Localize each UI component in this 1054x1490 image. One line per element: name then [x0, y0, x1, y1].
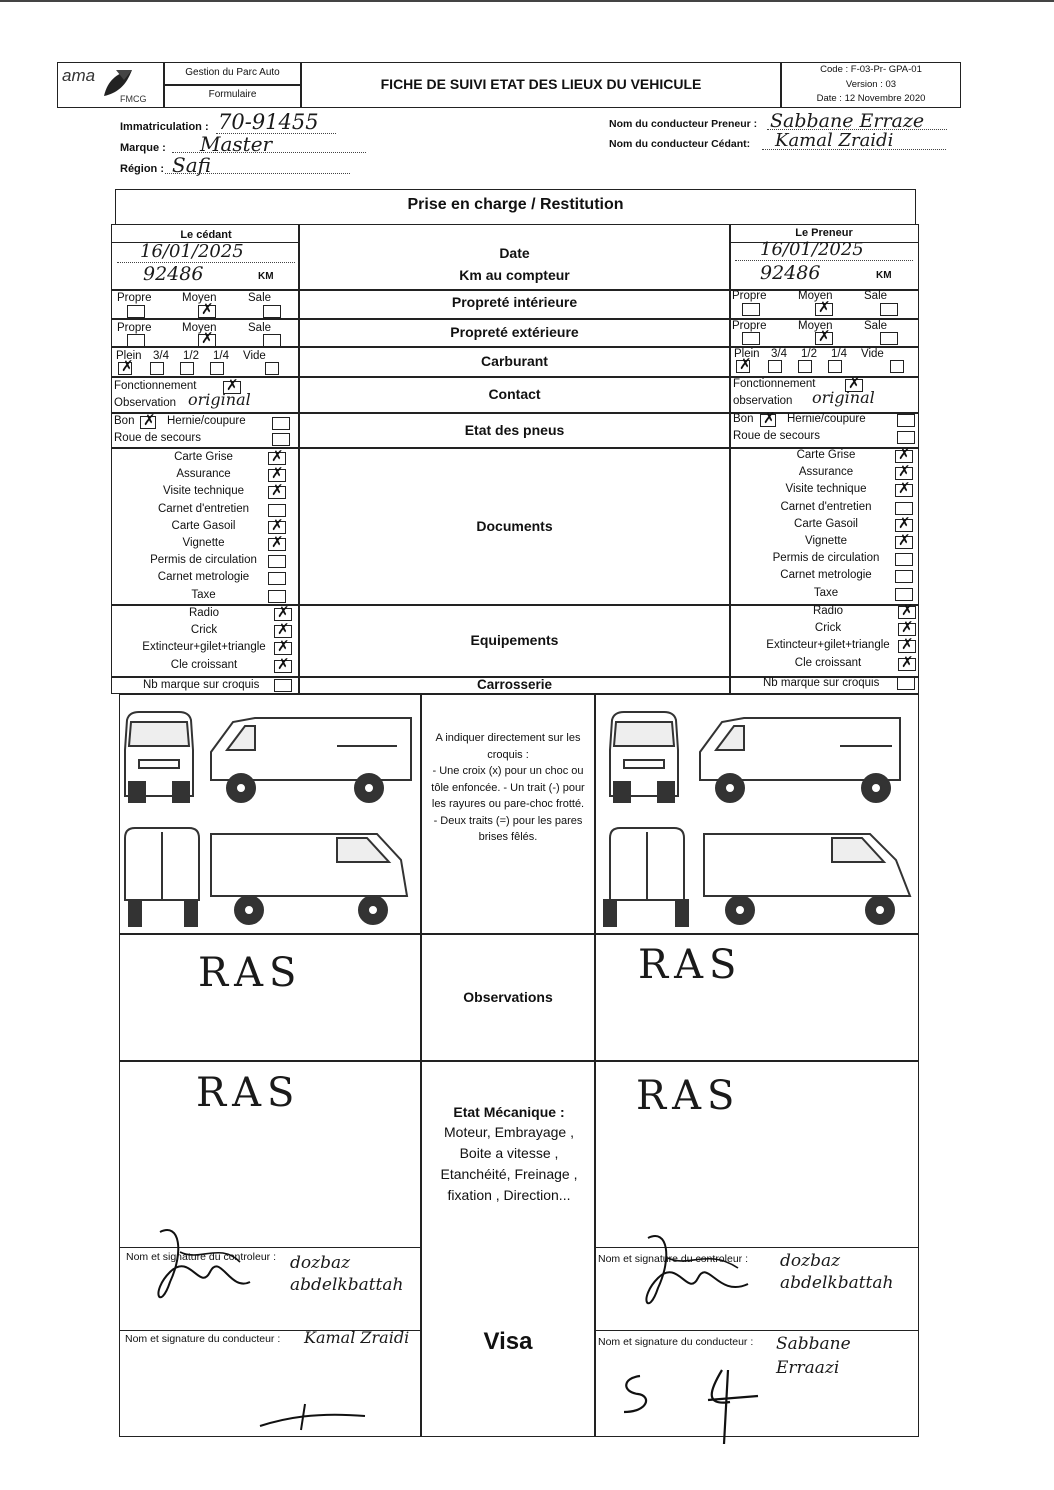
right-int-moyen-box[interactable]: [815, 303, 833, 316]
left-doc-label: Assurance: [176, 468, 231, 481]
left-equip-checkbox[interactable]: [274, 642, 292, 655]
observations-left[interactable]: RAS: [198, 950, 303, 996]
left-vehicle-sketches[interactable]: [115, 700, 415, 932]
left-14-box[interactable]: [210, 362, 224, 375]
right-34-box[interactable]: [768, 360, 782, 373]
left-doc-label: Carnet d'entretien: [157, 502, 250, 515]
preneur-heading: Le Preneur: [795, 227, 853, 239]
meca-block: [428, 1104, 590, 1206]
right-int-sale: Sale: [864, 290, 888, 302]
left-doc-checkbox[interactable]: [268, 486, 286, 499]
controleur-right-signature: [618, 1228, 768, 1328]
header-sub-label: Formulaire: [208, 89, 257, 100]
left-doc-checkbox[interactable]: [268, 521, 286, 534]
right-doc-checkbox[interactable]: [895, 570, 913, 583]
preneur-value: Sabbane Erraze: [770, 110, 925, 132]
left-equip-label: Radio: [188, 607, 220, 619]
left-equip-checkbox[interactable]: [274, 625, 292, 638]
right-doc-label: Carte Grise: [796, 449, 856, 461]
right-int-moyen: Moyen: [798, 290, 833, 302]
right-doc-checkbox[interactable]: [895, 450, 913, 463]
left-date[interactable]: 16/01/2025: [140, 241, 244, 262]
right-hernie-box[interactable]: [897, 414, 915, 427]
right-equip-checkbox[interactable]: [898, 640, 916, 653]
left-ext-sale-box[interactable]: [263, 334, 281, 347]
right-int-sale-box[interactable]: [880, 303, 898, 316]
left-14: 1/4: [213, 350, 229, 362]
meca-text: Moteur, Embrayage , Boite a vitesse , Etanchéité, Freinage , fixation , Direction...: [440, 1124, 578, 1203]
left-equip-checkbox[interactable]: [274, 660, 292, 673]
right-doc-label: Carnet d'entretien: [780, 500, 872, 513]
row-documents-label: Documents: [476, 518, 553, 534]
left-km[interactable]: 92486: [143, 263, 204, 285]
doc-code: Code : F-03-Pr- GPA-01: [820, 64, 922, 75]
row-carburant-label: Carburant: [481, 353, 548, 369]
cedant-label: Nom du conducteur Cédant:: [609, 138, 751, 150]
left-observation-label: Observation: [114, 397, 177, 409]
right-equip-label: Crick: [814, 622, 842, 635]
meca-right[interactable]: RAS: [636, 1073, 741, 1119]
right-doc-checkbox[interactable]: [895, 484, 913, 497]
left-ext-moyen-box[interactable]: [198, 334, 216, 347]
row-pneus-label: Etat des pneus: [464, 422, 565, 438]
left-doc-checkbox[interactable]: [268, 590, 286, 603]
right-observation-label: observation: [733, 395, 793, 407]
conducteur-label-right: Nom et signature du conducteur :: [598, 1336, 754, 1348]
left-int-moyen-box[interactable]: [198, 305, 216, 318]
right-doc-label: Carte Gasoil: [794, 517, 858, 530]
left-roue: Roue de secours: [114, 432, 201, 444]
left-doc-checkbox[interactable]: [268, 504, 286, 517]
instruction-line-3: - Deux traits (=) pour les pares brises fêlés.: [433, 814, 583, 843]
right-doc-label: Permis de circulation: [772, 552, 880, 565]
instruction-line-2: - Une croix (x) pour un choc ou tôle enfoncée. - Un trait (-) pour les rayures ou pare-choc frotté.: [431, 765, 585, 810]
van-side-right-icon: [211, 834, 407, 924]
van-front-icon: [125, 712, 193, 802]
row-carrosserie-label: Carrosserie: [476, 677, 553, 692]
left-doc-checkbox[interactable]: [268, 555, 286, 568]
right-int-propre-box[interactable]: [742, 303, 760, 316]
row-prop-int-label: Propreté intérieure: [451, 294, 578, 310]
left-doc-checkbox[interactable]: [268, 452, 286, 465]
conducteur-label-left: Nom et signature du conducteur :: [125, 1333, 281, 1345]
right-plein: Plein: [734, 348, 760, 360]
controleur-left[interactable]: dozbaz abdelkbattah: [290, 1253, 404, 1295]
conducteur-right[interactable]: Sabbane Erraazi: [776, 1334, 851, 1378]
right-roue: Roue de secours: [733, 430, 820, 442]
left-km-unit: KM: [258, 271, 274, 282]
left-int-sale: Sale: [248, 292, 272, 304]
controleur-label-right: Nom et signature du controleur :: [598, 1253, 748, 1265]
left-doc-label: Visite technique: [163, 485, 244, 498]
right-nb-marque: Nb marque sur croquis: [763, 677, 880, 689]
conducteur-right-signature: [612, 1360, 762, 1448]
left-doc-checkbox[interactable]: [268, 469, 286, 482]
right-14-box[interactable]: [828, 360, 842, 373]
van-side-right-icon: [704, 834, 910, 924]
van-front-icon: [610, 712, 678, 802]
observations-right[interactable]: RAS: [638, 942, 743, 988]
right-observation-value[interactable]: original: [812, 388, 875, 407]
right-ext-propre-box[interactable]: [742, 332, 760, 345]
left-doc-label: Taxe: [191, 588, 216, 601]
instruction-line-1: A indiquer directement sur les croquis :: [435, 732, 581, 761]
right-roue-box[interactable]: [897, 431, 915, 444]
controleur-right[interactable]: dozbaz abdelkbattah: [780, 1251, 894, 1293]
right-date[interactable]: 16/01/2025: [760, 239, 864, 260]
region-label: Région :: [120, 163, 164, 175]
left-34-box[interactable]: [150, 362, 164, 375]
left-doc-checkbox[interactable]: [268, 538, 286, 551]
logo-sub: FMCG: [120, 94, 147, 104]
right-doc-checkbox[interactable]: [895, 553, 913, 566]
row-observations-label: Observations: [463, 989, 553, 1005]
controleur-label-left: Nom et signature du controleur :: [126, 1251, 276, 1263]
visa-label: Visa: [483, 1328, 533, 1355]
row-date-label: Date: [499, 245, 530, 261]
right-equip-checkbox[interactable]: [898, 658, 916, 671]
region-value: Safi: [172, 153, 211, 177]
right-12-box[interactable]: [798, 360, 812, 373]
right-doc-checkbox[interactable]: [895, 588, 913, 601]
left-doc-label: Permis de circulation: [150, 554, 257, 567]
croquis-instructions: [423, 730, 593, 846]
van-rear-icon: [125, 828, 199, 926]
meca-left[interactable]: RAS: [196, 1070, 301, 1116]
left-observation-value[interactable]: original: [188, 390, 251, 409]
left-ext-propre-box[interactable]: [127, 334, 145, 347]
doc-version: Version : 03: [845, 79, 897, 90]
van-side-left-icon: [211, 718, 411, 802]
left-vide: Vide: [243, 350, 266, 362]
row-km-label: Km au compteur: [459, 267, 570, 283]
left-ext-sale: Sale: [248, 322, 272, 334]
right-34: 3/4: [771, 348, 787, 360]
conducteur-left[interactable]: Kamal Zraidi: [304, 1328, 410, 1347]
van-rear-icon: [604, 828, 688, 926]
left-12-box[interactable]: [180, 362, 194, 375]
row-contact-label: Contact: [488, 386, 541, 402]
right-doc-label: Taxe: [813, 586, 839, 599]
left-12: 1/2: [183, 350, 199, 362]
right-int-propre: Propre: [732, 290, 767, 302]
meca-title: Etat Mécanique :: [453, 1104, 565, 1120]
right-bon: Bon: [733, 413, 754, 425]
left-bon: Bon: [114, 415, 135, 427]
right-12: 1/2: [801, 348, 817, 360]
left-34: 3/4: [153, 350, 169, 362]
right-ext-propre: Propre: [732, 320, 767, 332]
left-equip-label: Cle croissant: [170, 658, 238, 671]
left-equip-label: Crick: [190, 624, 218, 637]
left-equip-checkbox[interactable]: [274, 608, 292, 621]
left-doc-label: Carnet metrologie: [157, 571, 250, 584]
cedant-heading: Le cédant: [180, 229, 232, 241]
right-doc-checkbox[interactable]: [895, 536, 913, 549]
right-doc-checkbox[interactable]: [895, 519, 913, 532]
company-logo: [60, 64, 162, 106]
right-equip-checkbox[interactable]: [898, 606, 916, 619]
right-doc-label: Vignette: [805, 535, 847, 547]
left-nb-marque: Nb marque sur croquis: [143, 679, 260, 691]
right-nb-marque-box[interactable]: [897, 677, 915, 690]
left-hernie-box[interactable]: [272, 417, 290, 430]
immat-value: 70-91455: [218, 110, 319, 134]
right-ext-moyen: Moyen: [798, 320, 833, 332]
preneur-label: Nom du conducteur Preneur :: [609, 118, 758, 130]
left-doc-label: Carte Gasoil: [171, 519, 236, 532]
right-km-unit: KM: [876, 270, 892, 281]
right-km[interactable]: 92486: [760, 262, 821, 284]
marque-label: Marque :: [120, 142, 166, 154]
logo-text: ama: [62, 66, 96, 85]
conducteur-left-signature: [255, 1398, 375, 1434]
right-equip-label: Cle croissant: [794, 656, 862, 669]
doc-date: Date : 12 Novembre 2020: [816, 93, 926, 104]
left-int-propre: Propre: [117, 292, 152, 304]
table-title: Prise en charge / Restitution: [407, 196, 624, 213]
left-int-propre-box[interactable]: [127, 305, 145, 318]
right-plein-box[interactable]: [736, 360, 750, 373]
right-doc-checkbox[interactable]: [895, 467, 913, 480]
right-vehicle-sketches[interactable]: [600, 700, 916, 932]
left-doc-label: Carte Grise: [174, 451, 233, 463]
header-top-label: Gestion du Parc Auto: [185, 67, 280, 78]
row-prop-ext-label: Propreté extérieure: [450, 324, 579, 340]
left-vide-box[interactable]: [265, 362, 279, 375]
left-bon-box[interactable]: [140, 416, 156, 429]
right-doc-label: Carnet metrologie: [780, 569, 872, 582]
left-ext-propre: Propre: [117, 322, 152, 334]
right-fonctionnement: Fonctionnement: [733, 378, 816, 390]
left-plein: Plein: [116, 350, 142, 362]
immat-label: Immatriculation :: [120, 121, 209, 133]
right-vide: Vide: [861, 348, 884, 360]
right-hernie: Hernie/coupure: [787, 413, 866, 425]
right-equip-label: Extincteur+gilet+triangle: [766, 639, 890, 652]
right-doc-label: Assurance: [798, 466, 854, 479]
right-doc-checkbox[interactable]: [895, 502, 913, 515]
right-bon-box[interactable]: [760, 414, 776, 427]
page-title: FICHE DE SUIVI ETAT DES LIEUX DU VEHICULE: [380, 76, 702, 92]
left-doc-label: Vignette: [182, 537, 225, 549]
right-ext-sale-box[interactable]: [880, 332, 898, 345]
left-equip-label: Extincteur+gilet+triangle: [142, 641, 266, 654]
van-side-left-icon: [700, 718, 900, 802]
left-nb-marque-box[interactable]: [274, 679, 292, 692]
right-14: 1/4: [831, 348, 847, 360]
left-hernie: Hernie/coupure: [167, 415, 246, 427]
left-doc-checkbox[interactable]: [268, 572, 286, 585]
left-ext-moyen: Moyen: [182, 322, 217, 334]
right-ext-sale: Sale: [864, 320, 888, 332]
left-int-sale-box[interactable]: [263, 305, 281, 318]
right-vide-box[interactable]: [890, 360, 904, 373]
right-equip-checkbox[interactable]: [898, 623, 916, 636]
left-plein-box[interactable]: [118, 362, 132, 375]
cedant-value: Kamal Zraidi: [775, 130, 894, 151]
left-roue-box[interactable]: [272, 433, 290, 446]
row-equipements-label: Equipements: [470, 632, 559, 648]
right-ext-moyen-box[interactable]: [815, 332, 833, 345]
left-fonctionnement: Fonctionnement: [114, 380, 197, 392]
right-doc-label: Visite technique: [785, 483, 867, 496]
left-int-moyen: Moyen: [182, 292, 217, 304]
controleur-left-signature: [140, 1222, 280, 1322]
right-equip-label: Radio: [812, 605, 844, 617]
marque-value: Master: [200, 132, 273, 156]
